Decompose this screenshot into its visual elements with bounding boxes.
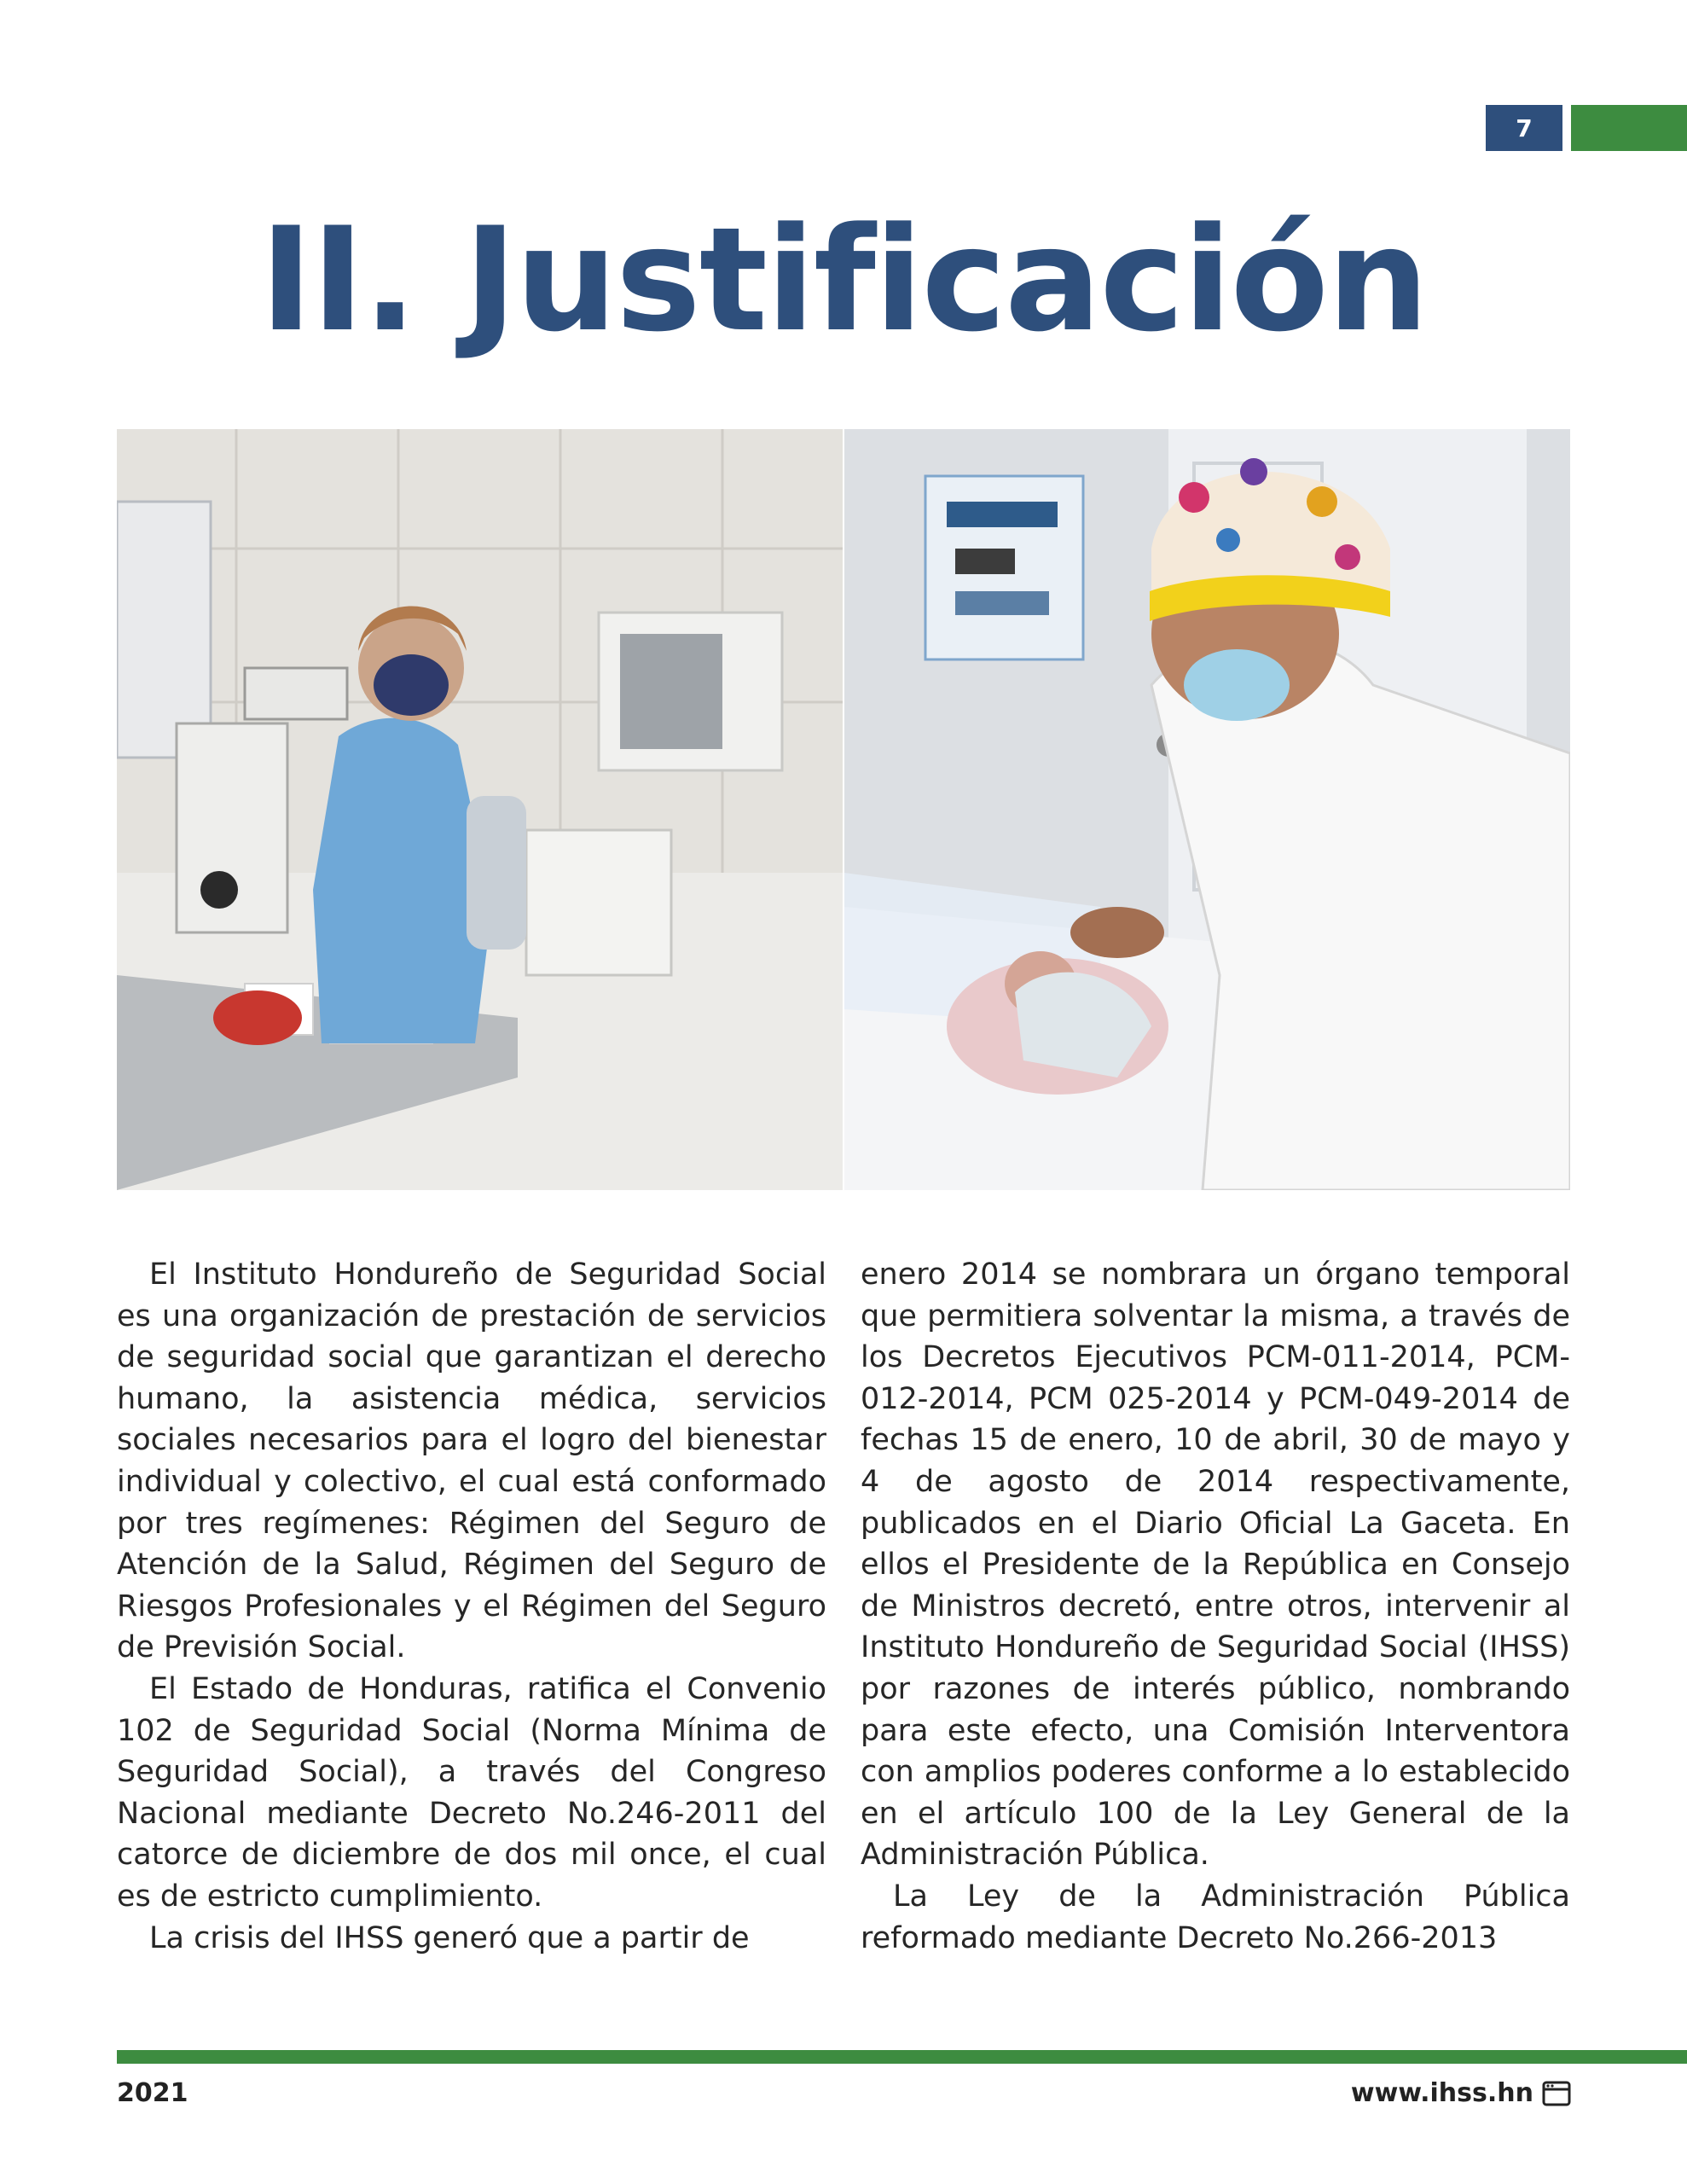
body-column-right bbox=[861, 1254, 1570, 2005]
paragraph: La Ley de la Administración Pública reformado mediante Decreto No.266-2013 bbox=[861, 1879, 1570, 1955]
footer-year: 2021 bbox=[117, 2078, 188, 2108]
page-title: II. Justificación bbox=[259, 196, 1428, 363]
footer-accent-bar bbox=[117, 2050, 1687, 2064]
body-column-left bbox=[117, 1254, 826, 2005]
page-number: 7 bbox=[1486, 105, 1562, 151]
laboratory-photo bbox=[117, 429, 843, 1190]
nursery-photo bbox=[844, 429, 1570, 1190]
paragraph: El Estado de Honduras, ratifica el Convenio 102 de Seguridad Social (Norma Mínima de Seguridad Social), a través del Congreso Nacional mediante Decreto No.246-2011 del catorce de diciembre de dos mil once, el cual es de estricto cumplimiento. bbox=[117, 1671, 826, 1914]
paragraph: El Instituto Hondureño de Seguridad Social es una organización de prestación de servicios de seguridad social que garantizan el derecho humano, la asistencia médica, servicios sociales necesarios para el logro del bienestar individual y colectivo, el cual está conformado por tres regímenes: Régimen del Seguro de Atención de la Salud, Régimen del Seguro de Riesgos Profesionales y el Régimen del Seguro de Previsión Social. bbox=[117, 1258, 826, 1665]
header-accent-bar bbox=[1571, 105, 1687, 151]
footer-website[interactable] bbox=[1351, 2078, 1571, 2108]
paragraph: enero 2014 se nombrara un órgano temporal que permitiera solventar la misma, a través de los Decretos Ejecutivos PCM-011-2014, PCM-012-2014, PCM 025-2014 y PCM-049-2014 de fechas 15 de enero, 10 de abril, 30 de mayo y 4 de agosto de 2014 respectivamente, publicados en el Diario Oficial La Gaceta. En ellos el Presidente de la República en Consejo de Ministros decretó, entre otros, intervenir al Instituto Hondureño de Seguridad Social (IHSS) por razones de interés público, nombrando para este efecto, una Comisión Interventora con amplios poderes conforme a lo establecido en el artículo 100 de la Ley General de la Administración Pública. bbox=[861, 1258, 1570, 1873]
browser-window-icon bbox=[1542, 2081, 1571, 2106]
website-link[interactable]: www.ihss.hn bbox=[1350, 2078, 1533, 2108]
paragraph: La crisis del IHSS generó que a partir de bbox=[149, 1920, 750, 1955]
